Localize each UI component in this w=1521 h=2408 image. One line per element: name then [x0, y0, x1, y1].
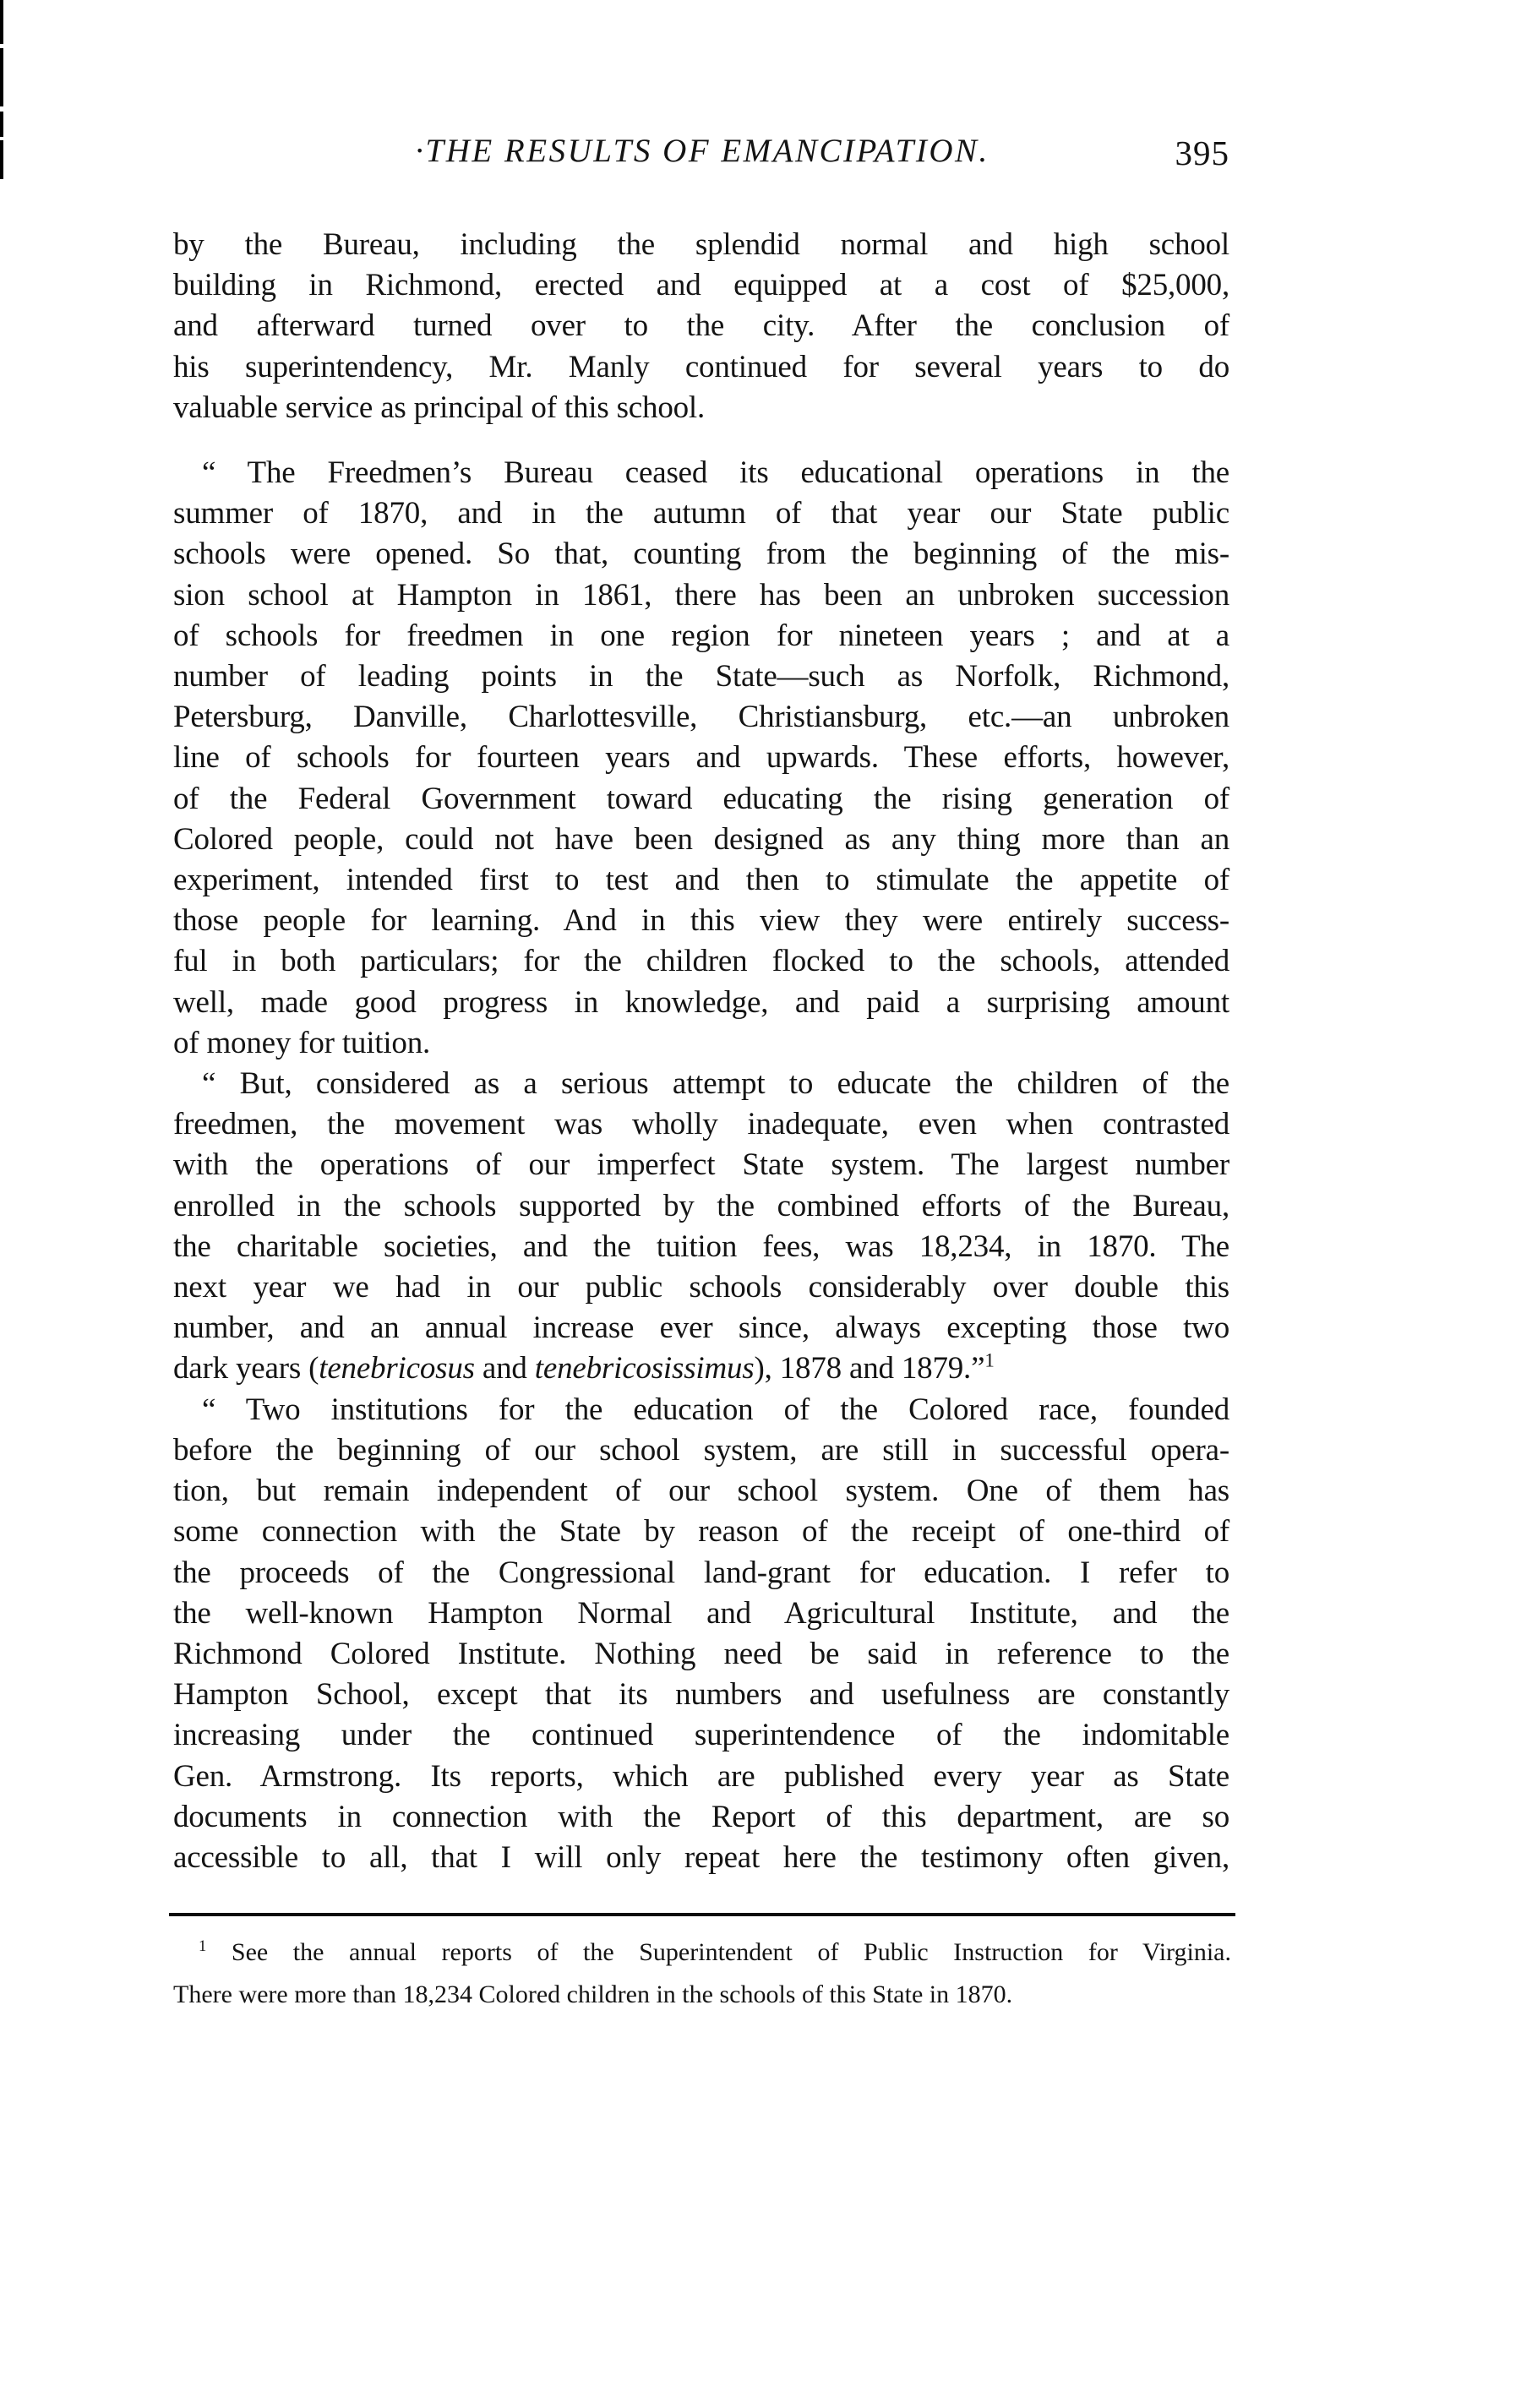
text-line: by the Bureau, including the splendid normal and high school: [173, 227, 1229, 262]
text-line: ful in both particulars; for the children flocked to the schools, attended: [173, 944, 1229, 979]
text-line: line of schools for fourteen years and upwards. These efforts, however,: [173, 740, 1229, 776]
text-line: Colored people, could not have been designed as any thing more than an: [173, 821, 1229, 857]
paragraph: [173, 225, 1229, 428]
text-line: Richmond Colored Institute. Nothing need be said in reference to the: [173, 1636, 1229, 1671]
footnote-line-2: [173, 1974, 1231, 2016]
page-header-title: ·THE RESULTS OF EMANCIPATION.: [415, 133, 989, 169]
paragraph: [173, 1390, 1229, 1878]
text-line: those people for learning. And in this view they were entirely success-: [173, 903, 1229, 939]
text-line: accessible to all, that I will only repeat here the testimony often given,: [173, 1839, 1229, 1875]
footnote-marker: 1: [199, 1937, 207, 1955]
text-line: some connection with the State by reason of the receipt of one-third of: [173, 1514, 1229, 1550]
text-line: before the beginning of our school system, are still in successful opera-: [173, 1432, 1229, 1468]
text-line: experiment, intended first to test and then to stimulate the appetite of: [173, 863, 1229, 898]
text-line: [173, 1348, 1229, 1389]
text-line: documents in connection with the Report of this department, are so: [173, 1799, 1229, 1834]
text-line: schools were opened. So that, counting from the beginning of the mis-: [173, 537, 1229, 572]
text-line: building in Richmond, erected and equipped at a cost of $25,000,: [173, 268, 1229, 303]
text-line: increasing under the continued superintendence of the indomitable: [173, 1718, 1229, 1753]
text-line: “ The Freedmen’s Bureau ceased its educational operations in the: [202, 455, 1229, 491]
footnote-separator-rule: [169, 1913, 1235, 1916]
text-line: and afterward turned over to the city. After the conclusion of: [173, 308, 1229, 344]
body-text: [173, 225, 1229, 1878]
text-line: enrolled in the schools supported by the combined efforts of the Bureau,: [173, 1188, 1229, 1223]
footnote: [173, 1931, 1231, 2016]
text-line: his superintendency, Mr. Manly continued for several years to do: [173, 349, 1229, 384]
italic-text: tenebricosissimus: [534, 1351, 755, 1387]
text-line: Petersburg, Danville, Charlottesville, Christiansburg, etc.—an unbroken: [173, 700, 1229, 735]
text-segment: and: [474, 1351, 535, 1387]
text-line: valuable service as principal of this school.: [173, 390, 706, 425]
text-line: Hampton School, except that its numbers and usefulness are constantly: [173, 1677, 1229, 1713]
footnote-text-1: See the annual reports of the Superintendent of Public Instruction for Virginia.: [206, 1938, 1231, 1966]
text-line: with the operations of our imperfect State system. The largest number: [173, 1147, 1229, 1183]
text-line: the well-known Hampton Normal and Agricultural Institute, and the: [173, 1595, 1229, 1631]
scan-edge-artifact: [0, 0, 3, 179]
footnote-line-1: [173, 1931, 1231, 1974]
footnote-text-2: There were more than 18,234 Colored children in the schools of this State in 1870.: [173, 1980, 1013, 2008]
text-line: number of leading points in the State—such as Norfolk, Richmond,: [173, 659, 1229, 695]
text-line: “ Two institutions for the education of the Colored race, founded: [202, 1392, 1229, 1427]
text-line: summer of 1870, and in the autumn of that year our State public: [173, 496, 1229, 531]
text-line: of money for tuition.: [173, 1025, 431, 1060]
paragraph: [173, 1064, 1229, 1390]
text-segment: ), 1878 and 1879.”: [754, 1351, 985, 1387]
text-line: of schools for freedmen in one region for nineteen years ; and at a: [173, 618, 1229, 653]
text-line: the proceeds of the Congressional land-grant for education. I refer to: [173, 1555, 1229, 1590]
text-line: sion school at Hampton in 1861, there has been an unbroken succession: [173, 577, 1229, 613]
text-line: of the Federal Government toward educating the rising generation of: [173, 781, 1229, 816]
text-line: the charitable societies, and the tuition fees, was 18,234, in 1870. The: [173, 1229, 1229, 1264]
text-segment: dark years (: [173, 1351, 319, 1387]
paragraph: [173, 453, 1229, 1064]
text-line: Gen. Armstrong. Its reports, which are published every year as State: [173, 1758, 1229, 1794]
italic-text: tenebricosus: [319, 1351, 475, 1387]
text-line: tion, but remain independent of our school system. One of them has: [173, 1474, 1229, 1509]
text-line: well, made good progress in knowledge, and paid a surprising amount: [173, 984, 1229, 1020]
page-number: 395: [1175, 133, 1229, 172]
text-line: “ But, considered as a serious attempt to educate the children of the: [202, 1066, 1229, 1102]
text-line: freedmen, the movement was wholly inadequate, even when contrasted: [173, 1107, 1229, 1142]
footnote-reference: 1: [984, 1350, 995, 1372]
text-line: number, and an annual increase ever since, always excepting those two: [173, 1310, 1229, 1346]
running-header: [173, 132, 1231, 177]
text-line: next year we had in our public schools considerably over double this: [173, 1270, 1229, 1305]
